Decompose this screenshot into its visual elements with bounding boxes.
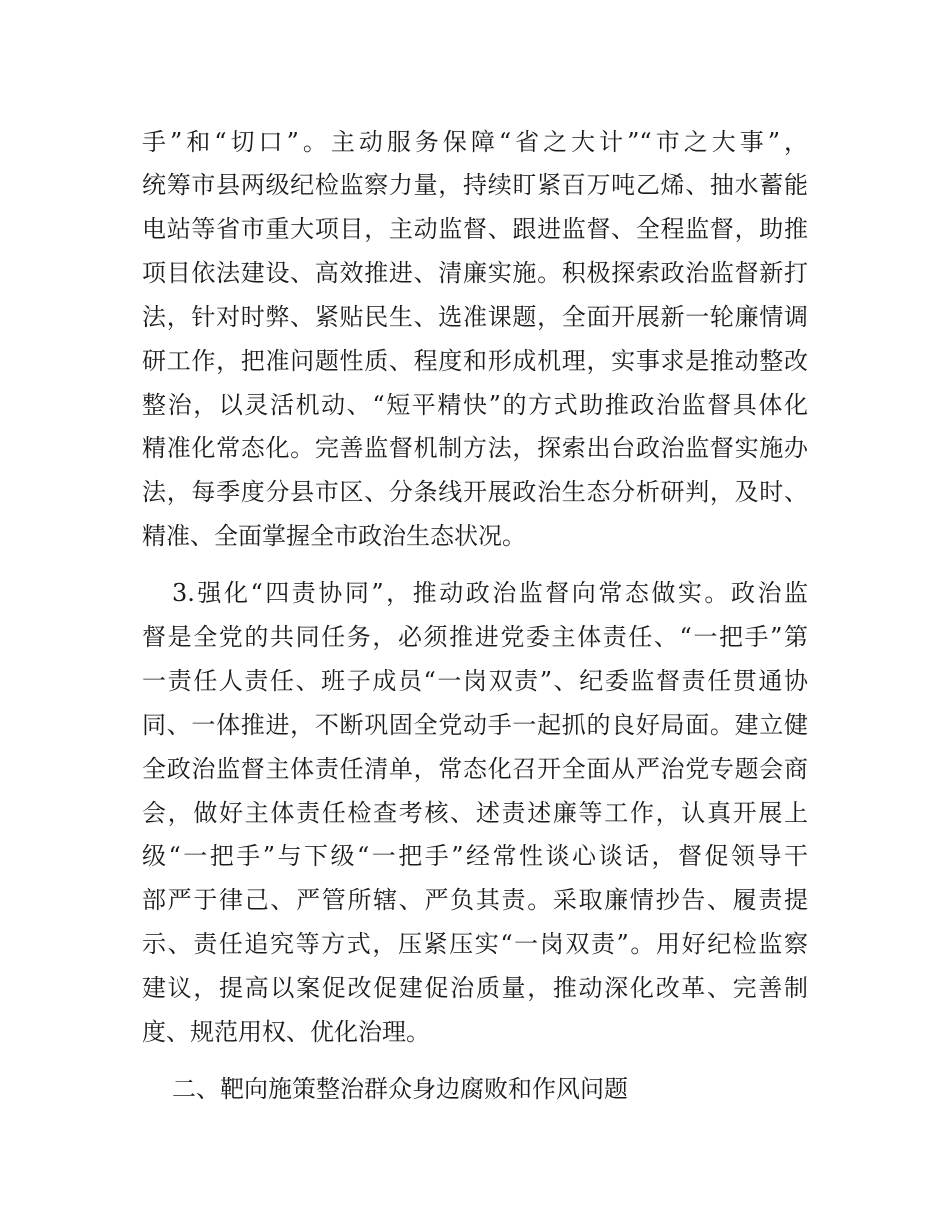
paragraph-1-line-4: 项目依法建设、高效推进、清廉实施。积极探索政治监督新打 xyxy=(142,259,808,287)
paragraph-2-line-5: 全政治监督主体责任清单，常态化召开全面从严治党专题会商 xyxy=(142,755,808,783)
paragraph-1-line-10: 精准、全面掌握全市政治生态状况。 xyxy=(142,522,526,550)
paragraph-2-line-1: 3.强化“四责协同”，推动政治监督向常态做实。政治监 xyxy=(172,579,808,607)
paragraph-2-line-10: 建议，提高以案促改促建促治质量，推动深化改革、完善制 xyxy=(142,974,808,1002)
paragraph-2-line-6: 会，做好主体责任检查考核、述责述廉等工作，认真开展上 xyxy=(142,799,808,827)
paragraph-2-line-4: 同、一体推进，不断巩固全党动手一起抓的良好局面。建立健 xyxy=(142,711,808,739)
paragraph-2-line-11: 度、规范用权、优化治理。 xyxy=(142,1018,430,1046)
section-heading: 二、靶向施策整治群众身边腐败和作风问题 xyxy=(172,1075,628,1103)
paragraph-1-line-3: 电站等省市重大项目，主动监督、跟进监督、全程监督，助推 xyxy=(142,215,808,243)
paragraph-2-line-7: 级“一把手”与下级“一把手”经常性谈心谈话，督促领导干 xyxy=(142,842,808,870)
paragraph-1-line-7: 整治，以灵活机动、“短平精快”的方式助推政治监督具体化 xyxy=(142,391,808,419)
paragraph-1-line-8: 精准化常态化。完善监督机制方法，探索出台政治监督实施办 xyxy=(142,434,808,462)
paragraph-2-line-3: 一责任人责任、班子成员“一岗双责”、纪委监督责任贯通协 xyxy=(142,667,808,695)
paragraph-1-line-9: 法，每季度分县市区、分条线开展政治生态分析研判，及时、 xyxy=(142,478,808,506)
paragraph-2-line-9: 示、责任追究等方式，压紧压实“一岗双责”。用好纪检监察 xyxy=(142,930,808,958)
paragraph-1-line-6: 研工作，把准问题性质、程度和形成机理，实事求是推动整改 xyxy=(142,347,808,375)
paragraph-2-line-2: 督是全党的共同任务，必须推进党委主体责任、“一把手”第 xyxy=(142,623,808,651)
paragraph-2-line-8: 部严于律己、严管所辖、严负其责。采取廉情抄告、履责提 xyxy=(142,886,808,914)
paragraph-1-line-1: 手”和“切口”。主动服务保障“省之大计”“市之大事”， xyxy=(142,128,808,156)
paragraph-1-line-2: 统筹市县两级纪检监察力量，持续盯紧百万吨乙烯、抽水蓄能 xyxy=(142,171,808,199)
paragraph-1-line-5: 法，针对时弊、紧贴民生、选准课题，全面开展新一轮廉情调 xyxy=(142,303,808,331)
